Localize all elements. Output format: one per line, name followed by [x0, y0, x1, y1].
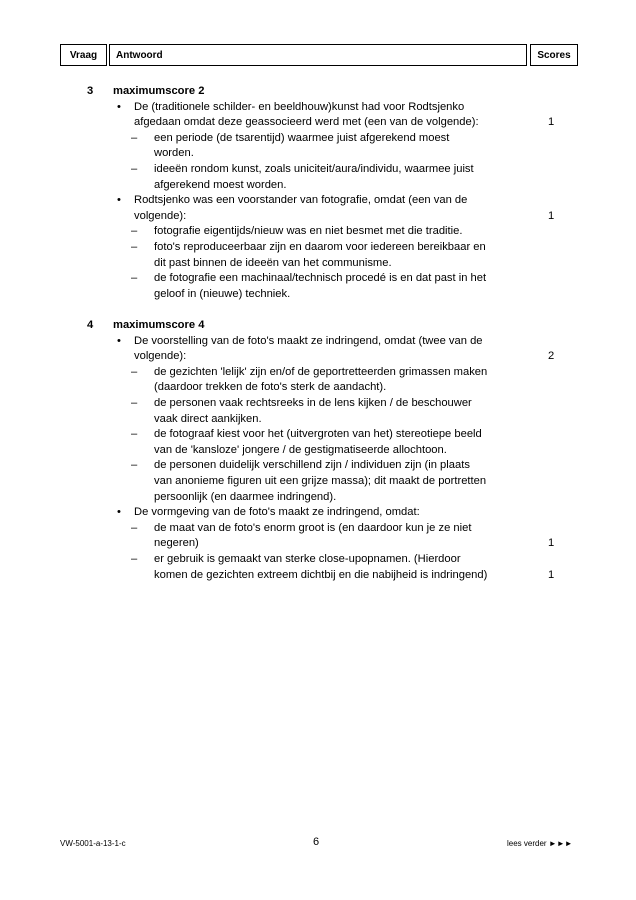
- dash-marker: –: [131, 272, 138, 285]
- answer-line: geloof in (nieuwe) techniek.: [154, 287, 291, 300]
- dash-marker: –: [131, 241, 138, 253]
- answer-line: dit past binnen de ideeën van het communisme.: [154, 256, 392, 269]
- score-value: 1: [548, 568, 555, 581]
- answer-line: ideeën rondom kunst, zoals uniciteit/aura/individu, waarmee juist: [154, 163, 474, 175]
- dash-marker: –: [131, 428, 138, 441]
- page-number: 6: [313, 836, 320, 848]
- dash-marker: –: [131, 131, 138, 144]
- header-scores: Scores: [530, 44, 578, 66]
- answer-line: komen de gezichten extreem dichtbij en die nabijheid is indringend): [154, 568, 488, 581]
- answer-line: een periode (de tsarentijd) waarmee juist afgerekend moest: [154, 131, 450, 144]
- dash-marker: –: [131, 163, 138, 175]
- answer-line: worden.: [154, 147, 194, 160]
- answer-line: de fotografie een machinaal/technisch procedé is en dat past in het: [154, 272, 487, 285]
- answer-line: foto's reproduceerbaar zijn en daarom voor iedereen bereikbaar en: [154, 241, 486, 253]
- bullet-marker: •: [117, 506, 121, 519]
- continue-indicator: lees verder ►►►: [507, 839, 573, 848]
- bullet-marker: •: [117, 100, 121, 113]
- bullet-marker: •: [117, 334, 121, 347]
- answer-line: negeren): [154, 537, 199, 550]
- answer-line: persoonlijk (en daarmee indringend).: [154, 490, 337, 503]
- dash-marker: –: [131, 521, 138, 534]
- answer-line: er gebruik is gemaakt van sterke close-upopnamen. (Hierdoor: [154, 553, 461, 565]
- question-number: 4: [87, 319, 94, 331]
- answer-line: de personen duidelijk verschillend zijn / individuen zijn (in plaats: [154, 459, 470, 472]
- question-title: maximumscore 2: [113, 85, 205, 97]
- dash-marker: –: [131, 397, 138, 409]
- answer-line: vaak direct aankijken.: [154, 412, 262, 425]
- question-number: 3: [87, 85, 94, 97]
- answer-line: de gezichten 'lelijk' zijn en/of de geportretteerden grimassen maken: [154, 365, 488, 378]
- answer-line: fotografie eigentijds/nieuw was en niet besmet met die traditie.: [154, 225, 463, 238]
- answer-line: de fotograaf kiest voor het (uitvergroten van het) stereotiepe beeld: [154, 428, 482, 441]
- answer-line: volgende):: [134, 209, 187, 222]
- dash-marker: –: [131, 459, 138, 472]
- bullet-marker: •: [117, 194, 121, 207]
- answer-line: van anonieme figuren uit een grijze massa); dit maakt de portretten: [154, 475, 487, 487]
- score-value: 1: [548, 116, 555, 129]
- answer-line: van de 'kansloze' jongere / de gestigmatiseerde allochtoon.: [154, 443, 447, 456]
- answer-line: afgerekend moest worden.: [154, 178, 287, 191]
- answer-line: Rodtsjenko was een voorstander van fotografie, omdat (een van de: [134, 194, 468, 207]
- score-value: 1: [548, 209, 555, 222]
- answer-line: de maat van de foto's enorm groot is (en daardoor kun je ze niet: [154, 521, 472, 534]
- score-value: 1: [548, 537, 555, 550]
- dash-marker: –: [131, 365, 138, 378]
- header-vraag: Vraag: [60, 44, 107, 66]
- header-antwoord: Antwoord: [109, 44, 527, 66]
- document-code: VW-5001-a-13-1-c: [60, 839, 126, 848]
- question-title: maximumscore 4: [113, 319, 205, 331]
- answer-line: (daardoor trekken de foto's sterk de aandacht).: [154, 381, 387, 394]
- answer-line: de personen vaak rechtsreeks in de lens kijken / de beschouwer: [154, 397, 472, 409]
- answer-line: afgedaan omdat deze geassocieerd werd met (een van de volgende):: [134, 116, 479, 129]
- dash-marker: –: [131, 553, 138, 565]
- score-value: 2: [548, 350, 555, 363]
- answer-line: De vormgeving van de foto's maakt ze indringend, omdat:: [134, 506, 420, 519]
- answer-line: De voorstelling van de foto's maakt ze indringend, omdat (twee van de: [134, 334, 483, 347]
- answer-line: volgende):: [134, 350, 187, 363]
- answer-line: De (traditionele schilder- en beeldhouw)kunst had voor Rodtsjenko: [134, 100, 465, 113]
- dash-marker: –: [131, 225, 138, 238]
